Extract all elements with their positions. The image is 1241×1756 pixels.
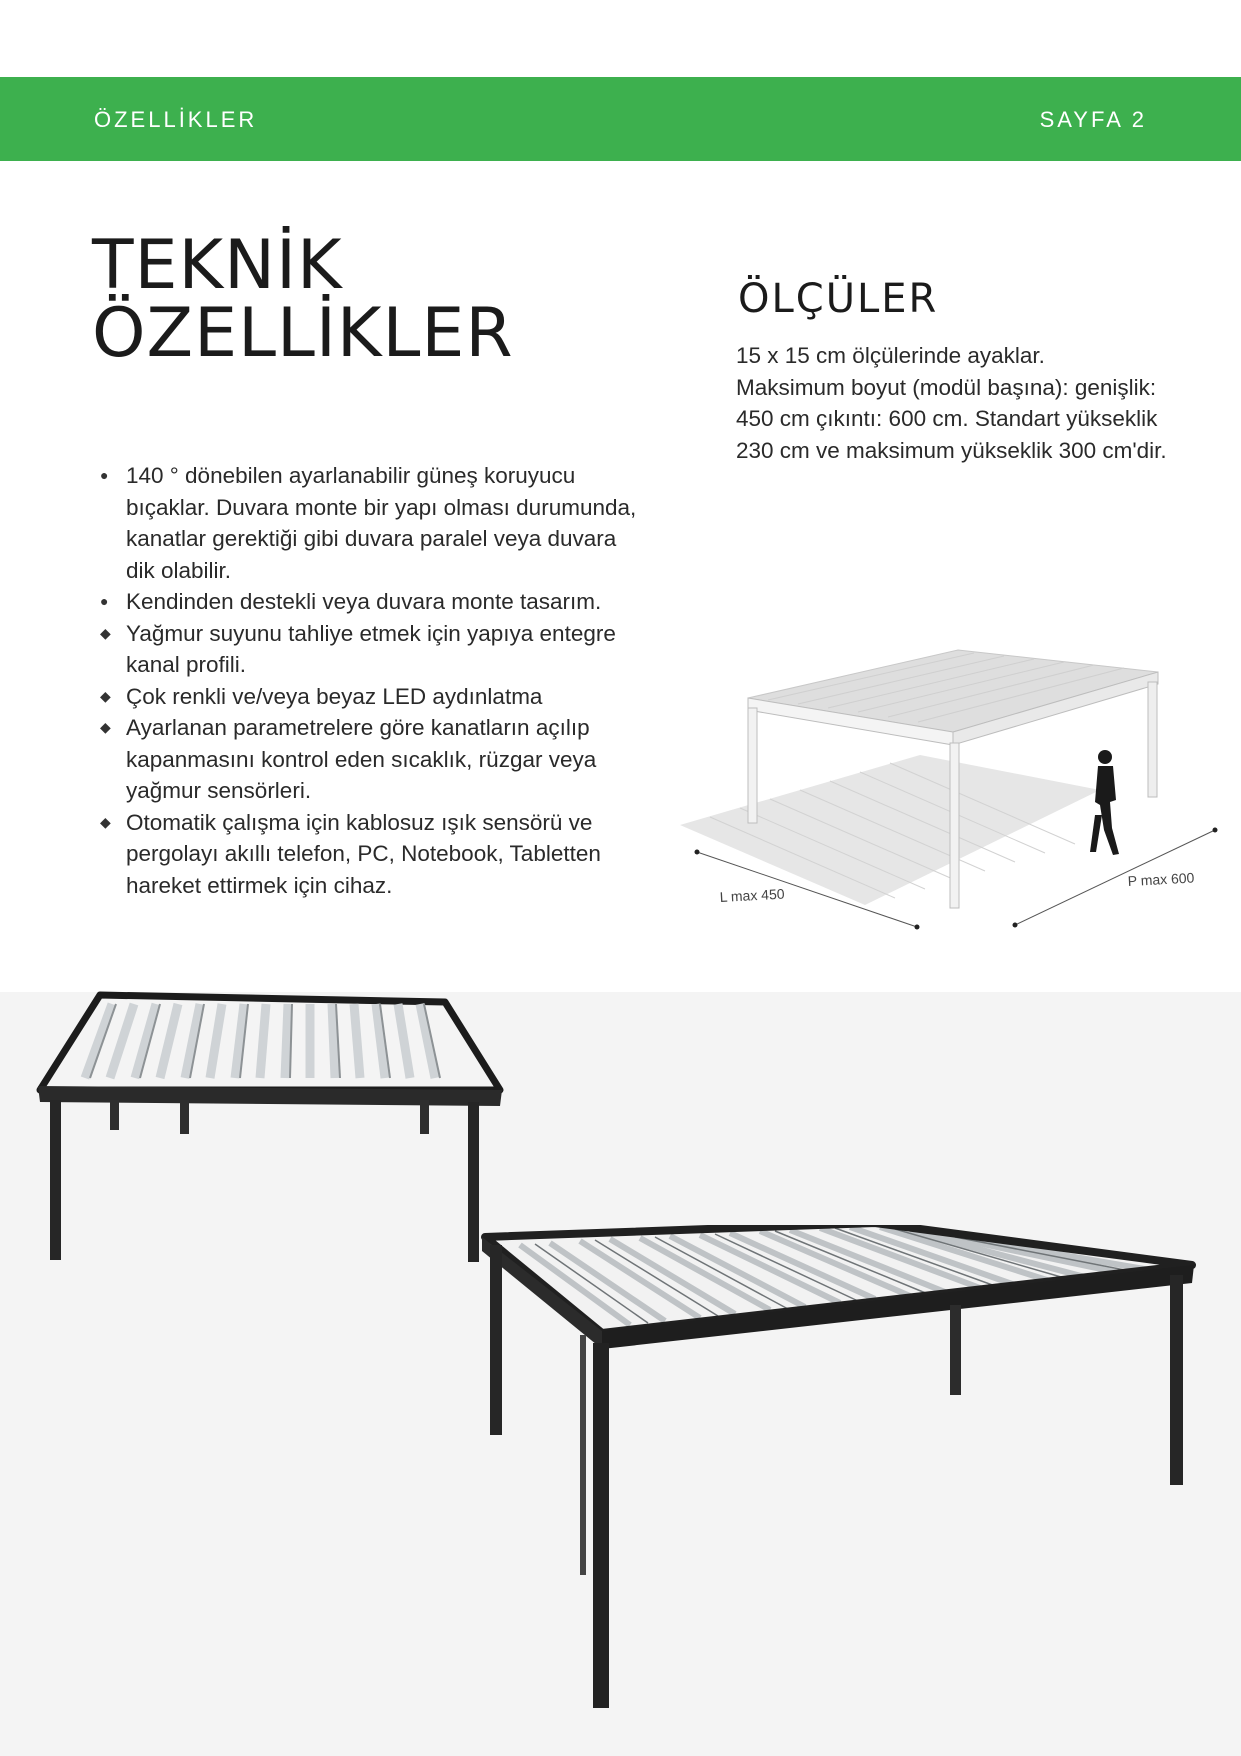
- page-title-line1: TEKNİK: [92, 226, 343, 305]
- bullet-icon: ●: [100, 593, 109, 609]
- pergola-dimension-diagram: [670, 640, 1230, 940]
- width-label: L max 450: [719, 885, 785, 905]
- pergola-render-small: [30, 990, 510, 1280]
- page-title-line2: ÖZELLİKLER: [92, 294, 514, 373]
- feature-item: ◆ Otomatik çalışma için kablosuz ışık sensörü ve pergolayı akıllı telefon, PC, Notebook, Tabletten hareket ettirmek için cihaz.: [98, 807, 638, 902]
- feature-item: ◆ Çok renkli ve/veya beyaz LED aydınlatma: [98, 681, 638, 713]
- feature-list: [98, 460, 638, 901]
- diamond-bullet-icon: ◆: [100, 719, 111, 735]
- bullet-icon: ●: [100, 467, 109, 483]
- feature-item: ◆ Ayarlanan parametrelere göre kanatların açılıp kapanmasını kontrol eden sıcaklık, rüzgar veya yağmur sensörleri.: [98, 712, 638, 807]
- section-title: ÖZELLİKLER: [94, 107, 258, 132]
- diamond-bullet-icon: ◆: [100, 813, 111, 830]
- feature-item: ◆ Yağmur suyunu tahliye etmek için yapıya entegre kanal profili.: [98, 618, 638, 681]
- diamond-bullet-icon: ◆: [100, 624, 111, 641]
- depth-label: P max 600: [1127, 869, 1195, 889]
- feature-item: ● 140 ° dönebilen ayarlanabilir güneş koruyucu bıçaklar. Duvara monte bir yapı olması durumunda, kanatlar gerektiği gibi duvara paralel veya duvara dik olabilir.: [98, 460, 638, 586]
- page-title: [92, 226, 514, 373]
- page-number: SAYFA 2: [1039, 107, 1147, 132]
- dimensions-text: 15 x 15 cm ölçülerinde ayaklar. Maksimum boyut (modül başına): genişlik: 450 cm çıkıntı: 600 cm. Standart yükseklik 230 cm ve maksimum yükseklik 300 cm'dir.: [736, 343, 1167, 463]
- dimensions-title: ÖLÇÜLER: [738, 276, 939, 322]
- diamond-bullet-icon: ◆: [100, 687, 111, 704]
- header-bar: [0, 77, 1241, 161]
- feature-item: ● Kendinden destekli veya duvara monte tasarım.: [98, 586, 638, 618]
- pergola-render-large: [480, 1225, 1210, 1715]
